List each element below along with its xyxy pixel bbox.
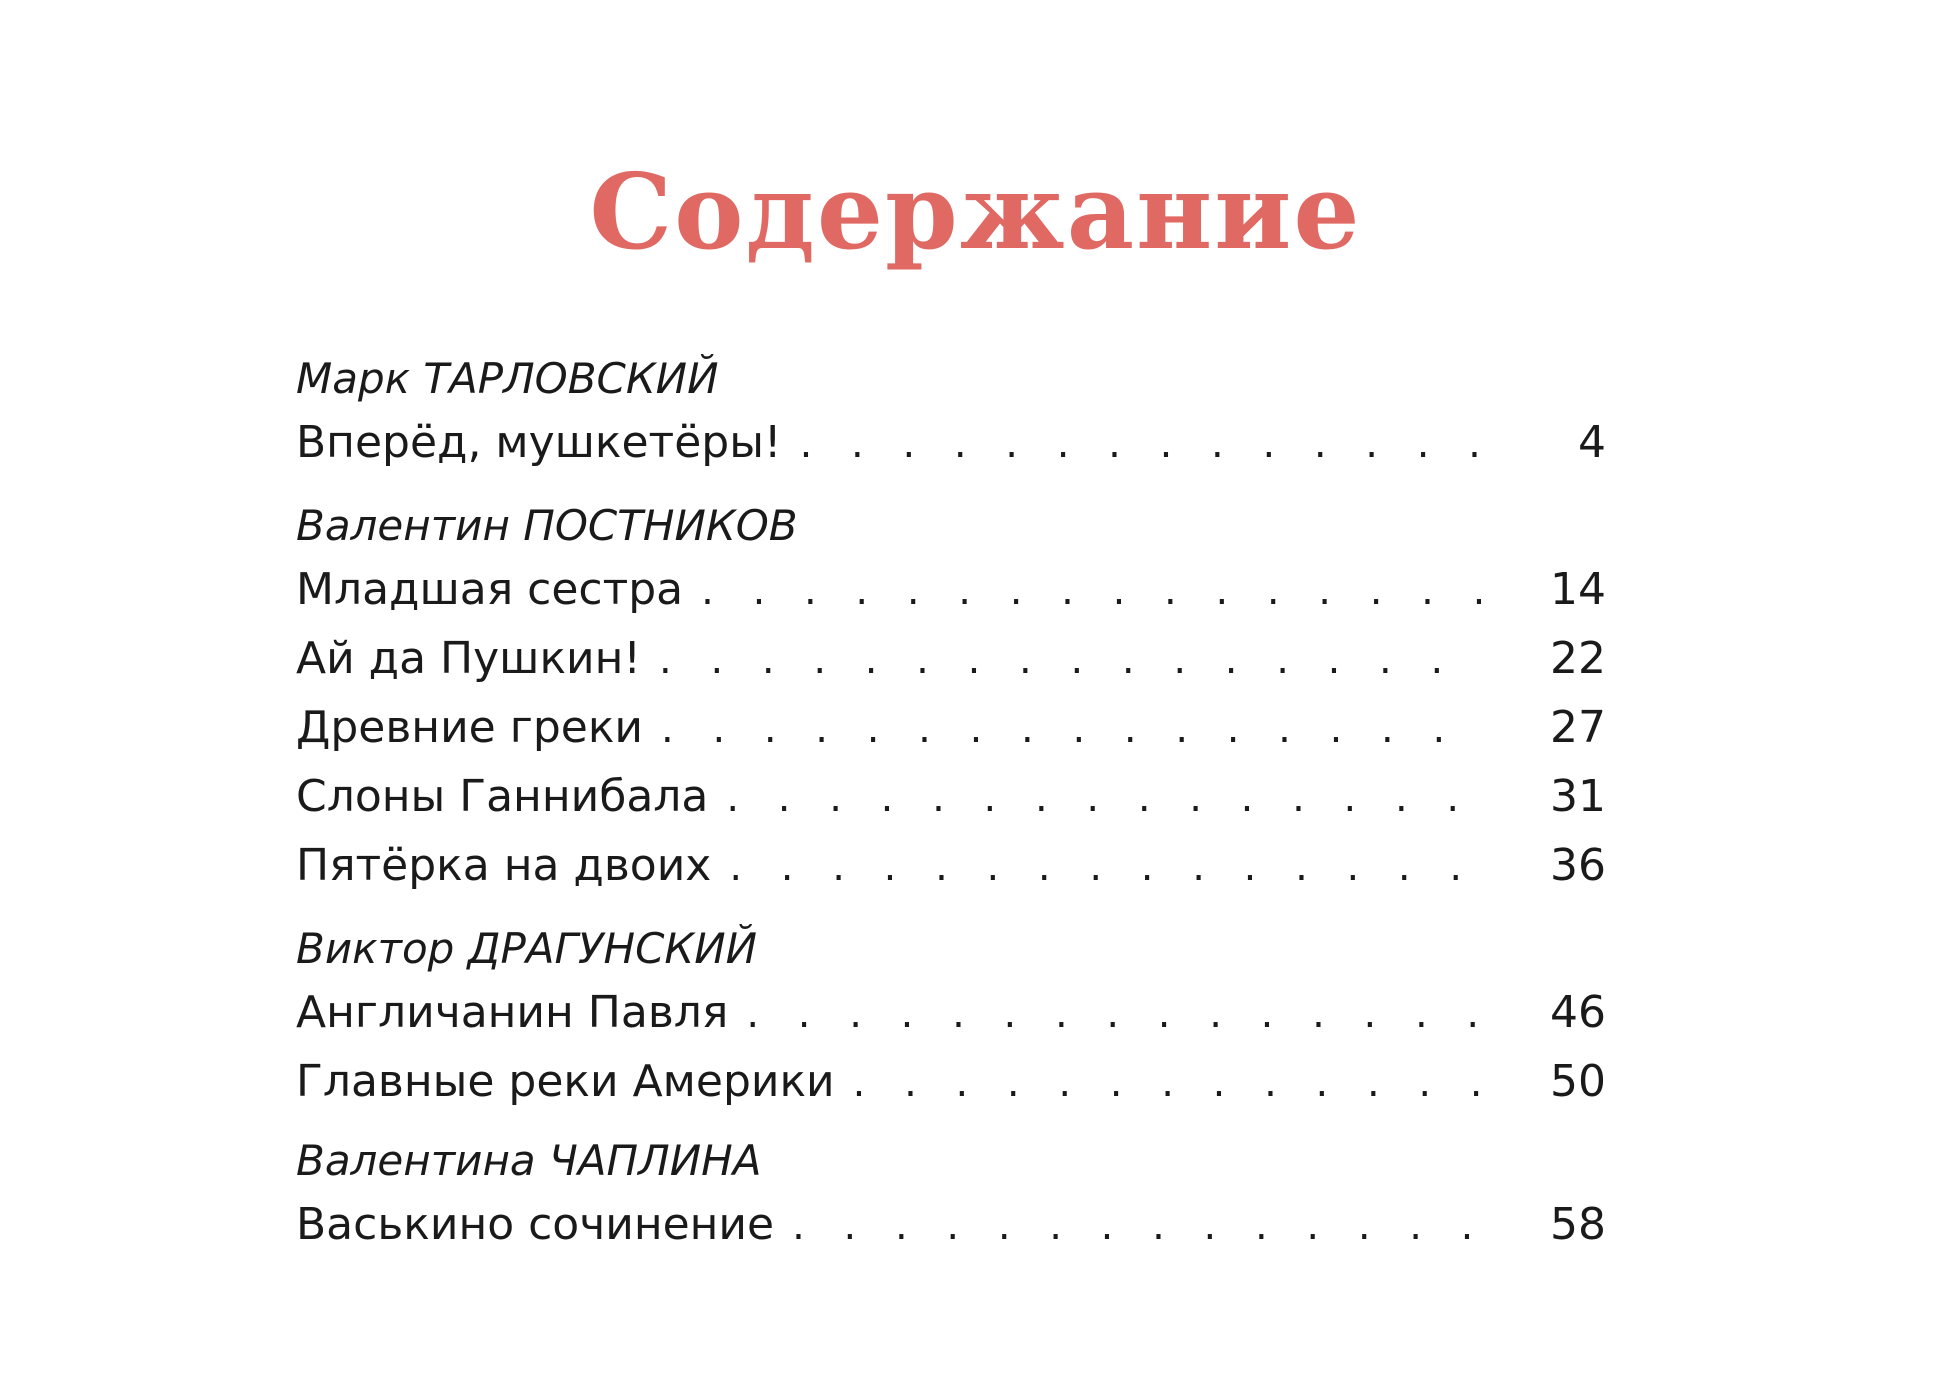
toc-entry [296, 831, 1606, 900]
entry-title: Слоны Ганнибала [296, 771, 709, 822]
entry-title: Васькино сочинение [296, 1199, 775, 1250]
page-number: 22 [1550, 633, 1606, 684]
toc-entry [296, 624, 1606, 693]
dot-leader [746, 980, 1486, 1049]
entry-title: Пятёрка на двоих [296, 840, 712, 891]
page-number: 27 [1550, 702, 1606, 753]
author-name: Валентин ПОСТНИКОВ [296, 501, 798, 550]
page-number: 36 [1550, 840, 1606, 891]
entry-title: Вперёд, мушкетёры! [296, 417, 782, 468]
dot-leader [701, 557, 1486, 626]
page-title: Содержание [589, 150, 1362, 273]
dot-leader [726, 764, 1486, 833]
toc-entry [296, 555, 1606, 624]
page-number: 58 [1550, 1199, 1606, 1250]
dot-leader [792, 1192, 1486, 1261]
page-number: 31 [1550, 771, 1606, 822]
toc-entry [296, 693, 1606, 762]
toc-entry [296, 1047, 1606, 1116]
page-number: 50 [1550, 1056, 1606, 1107]
dot-leader [853, 1049, 1486, 1118]
toc-entry [296, 978, 1606, 1047]
toc-entry [296, 408, 1606, 477]
toc-section [296, 1132, 1606, 1259]
entry-title: Младшая сестра [296, 564, 684, 615]
dot-leader [661, 695, 1486, 764]
section-spacer [296, 900, 1606, 920]
toc-entry [296, 1190, 1606, 1259]
entry-title: Древние греки [296, 702, 644, 753]
dot-leader [800, 410, 1486, 479]
dot-leader [729, 833, 1486, 902]
section-spacer [296, 477, 1606, 497]
toc-entry [296, 762, 1606, 831]
toc-section [296, 920, 1606, 1116]
entry-title: Главные реки Америки [296, 1056, 835, 1107]
entry-title: Англичанин Павля [296, 987, 729, 1038]
page-number: 14 [1550, 564, 1606, 615]
author-name: Виктор ДРАГУНСКИЙ [296, 924, 758, 973]
entry-title: Ай да Пушкин! [296, 633, 642, 684]
table-of-contents [296, 350, 1606, 1259]
page-number: 4 [1578, 417, 1606, 468]
author-name: Валентина ЧАПЛИНА [296, 1136, 762, 1185]
section-spacer [296, 1116, 1606, 1132]
toc-section [296, 497, 1606, 900]
author-name: Марк ТАРЛОВСКИЙ [296, 354, 719, 403]
toc-section [296, 350, 1606, 477]
page-number: 46 [1550, 987, 1606, 1038]
dot-leader [659, 626, 1486, 695]
